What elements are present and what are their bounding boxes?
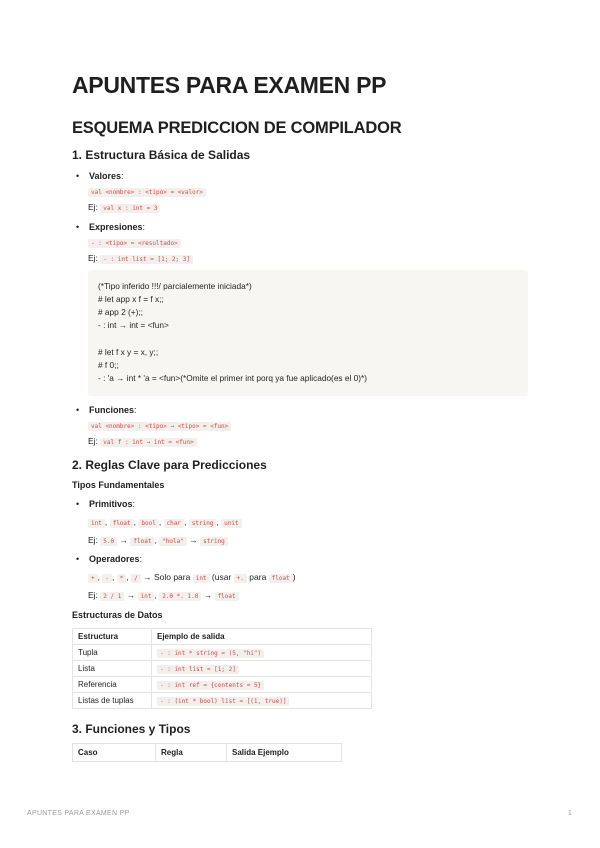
ej-label: Ej: <box>88 436 98 446</box>
valores-example <box>88 202 160 212</box>
arrow-icon: → <box>126 590 136 600</box>
usar-text: (usar <box>211 572 232 582</box>
example-result: int <box>138 592 155 601</box>
para-text: para <box>249 572 267 582</box>
table-cell: Listas de tuplas <box>73 693 152 709</box>
table-row <box>73 693 372 709</box>
funciones-label: Funciones <box>89 405 135 415</box>
funciones-syntax <box>88 420 231 430</box>
table-cell: Lista <box>73 661 152 677</box>
bullet-valores: • Valores: <box>76 171 124 181</box>
code-line: # let app x f = f x;; <box>98 294 164 304</box>
valores-code: val <nombre> : <tipo> = <valor> <box>88 188 206 197</box>
arrow-icon: → <box>189 535 198 545</box>
ej-label: Ej: <box>88 535 98 545</box>
code-line: - : 'a → int * 'a = <fun>(*Omite el primer int porq ya fue aplicado(es el 0)*) <box>98 373 368 383</box>
table-cell: Tupla <box>73 645 152 661</box>
operadores-list: + , - , * , / → Solo para int (usar +. para float ) <box>88 572 296 582</box>
close-paren: ) <box>292 572 296 582</box>
section3-heading: 3. Funciones y Tipos <box>72 722 191 736</box>
table-cell-code: - : int list = [1; 2] <box>157 665 239 674</box>
section1-heading: 1. Estructura Básica de Salidas <box>72 148 251 162</box>
example-code: "hola" <box>159 537 187 546</box>
type-chip: int <box>193 574 210 583</box>
expresiones-label: Expresiones <box>89 222 143 232</box>
primitivos-example: Ej: 5.0 → float , "hola" → string <box>88 535 228 545</box>
type-chip: bool <box>138 519 158 528</box>
operator-chip: + <box>88 574 98 583</box>
table-cell-code: - : (int * bool) list = [(1, true)] <box>157 697 289 706</box>
operator-chip: +. <box>234 574 247 583</box>
code-line: - : int → int = <fun> <box>98 320 169 330</box>
code-line: (*Tipo inferido !!!/ parcialemente iniciada*) <box>98 281 252 291</box>
solo-para-text: → Solo para <box>143 572 191 582</box>
type-chip: int <box>88 519 105 528</box>
example-code: 5.0 <box>100 537 117 546</box>
table-header-row <box>73 744 342 762</box>
funciones-table <box>72 743 342 762</box>
table-row <box>73 661 372 677</box>
tipos-heading: Tipos Fundamentales <box>72 480 165 490</box>
arrow-icon: → <box>203 590 213 600</box>
table-header: Regla <box>156 744 227 762</box>
table-header-row <box>73 629 372 645</box>
table-cell-code: - : int * string = (5, "hi") <box>157 649 264 658</box>
operator-chip: * <box>117 574 127 583</box>
table-cell-code: - : int ref = {contents = 5} <box>157 681 264 690</box>
table-header: Estructura <box>73 629 152 645</box>
type-chip: char <box>164 519 184 528</box>
table-header: Caso <box>73 744 156 762</box>
type-chip: float <box>269 574 293 583</box>
page-number: 1 <box>568 810 573 817</box>
table-header: Ejemplo de salida <box>152 629 372 645</box>
bullet-operadores: • Operadores: <box>76 554 142 564</box>
expresiones-example-code: - : int list = [1; 2; 3] <box>100 255 193 264</box>
operadores-example: Ej: 2 / 1 → int , 2.0 *. 1.0 → float <box>88 590 239 600</box>
primitivos-label: Primitivos <box>89 499 133 509</box>
type-chip: unit <box>221 519 241 528</box>
page-title: APUNTES PARA EXAMEN PP <box>72 72 387 98</box>
expresiones-syntax <box>88 237 181 247</box>
operadores-label: Operadores <box>89 554 140 564</box>
ej-label: Ej: <box>88 253 98 263</box>
page-subtitle: ESQUEMA PREDICCION DE COMPILADOR <box>72 119 402 137</box>
table-row <box>73 677 372 693</box>
type-chip: string <box>189 519 217 528</box>
bullet-primitivos: • Primitivos: <box>76 499 135 509</box>
example-code: 2 / 1 <box>100 592 124 601</box>
example-code: 2.0 *. 1.0 <box>159 592 201 601</box>
example-result: float <box>215 592 239 601</box>
estructuras-table <box>72 628 372 709</box>
funciones-code: val <nombre> : <tipo> → <tipo> = <fun> <box>88 422 231 431</box>
bullet-expresiones: • Expresiones: <box>76 222 145 232</box>
ej-label: Ej: <box>88 590 98 600</box>
expresiones-example <box>88 253 193 263</box>
code-line: # let f x y = x, y;; <box>98 347 159 357</box>
example-result: float <box>130 537 154 546</box>
table-header: Salida Ejemplo <box>227 744 342 762</box>
code-block <box>88 270 528 396</box>
valores-label: Valores <box>89 171 122 181</box>
footer-title: APUNTES PARA EXAMEN PP <box>27 810 130 817</box>
funciones-example <box>88 436 197 446</box>
expresiones-code: - : <tipo> = <resultado> <box>88 239 181 248</box>
operator-chip: - <box>102 574 112 583</box>
example-result: string <box>200 537 228 546</box>
code-line: # app 2 (+);; <box>98 307 143 317</box>
type-chip: float <box>110 519 134 528</box>
operator-chip: / <box>131 574 141 583</box>
valores-example-code: val x : int = 3 <box>100 204 160 213</box>
primitivos-types: int , float , bool , char , string , unit <box>88 517 242 527</box>
code-line: # f 0;; <box>98 360 119 370</box>
valores-syntax <box>88 186 206 196</box>
funciones-example-code: val f : int → int = <fun> <box>100 438 196 447</box>
bullet-funciones: • Funciones: <box>76 405 137 415</box>
estructuras-heading: Estructuras de Datos <box>72 610 163 620</box>
section2-heading: 2. Reglas Clave para Predicciones <box>72 458 267 472</box>
table-row <box>73 645 372 661</box>
arrow-icon: → <box>119 535 129 545</box>
ej-label: Ej: <box>88 202 98 212</box>
table-cell: Referencia <box>73 677 152 693</box>
